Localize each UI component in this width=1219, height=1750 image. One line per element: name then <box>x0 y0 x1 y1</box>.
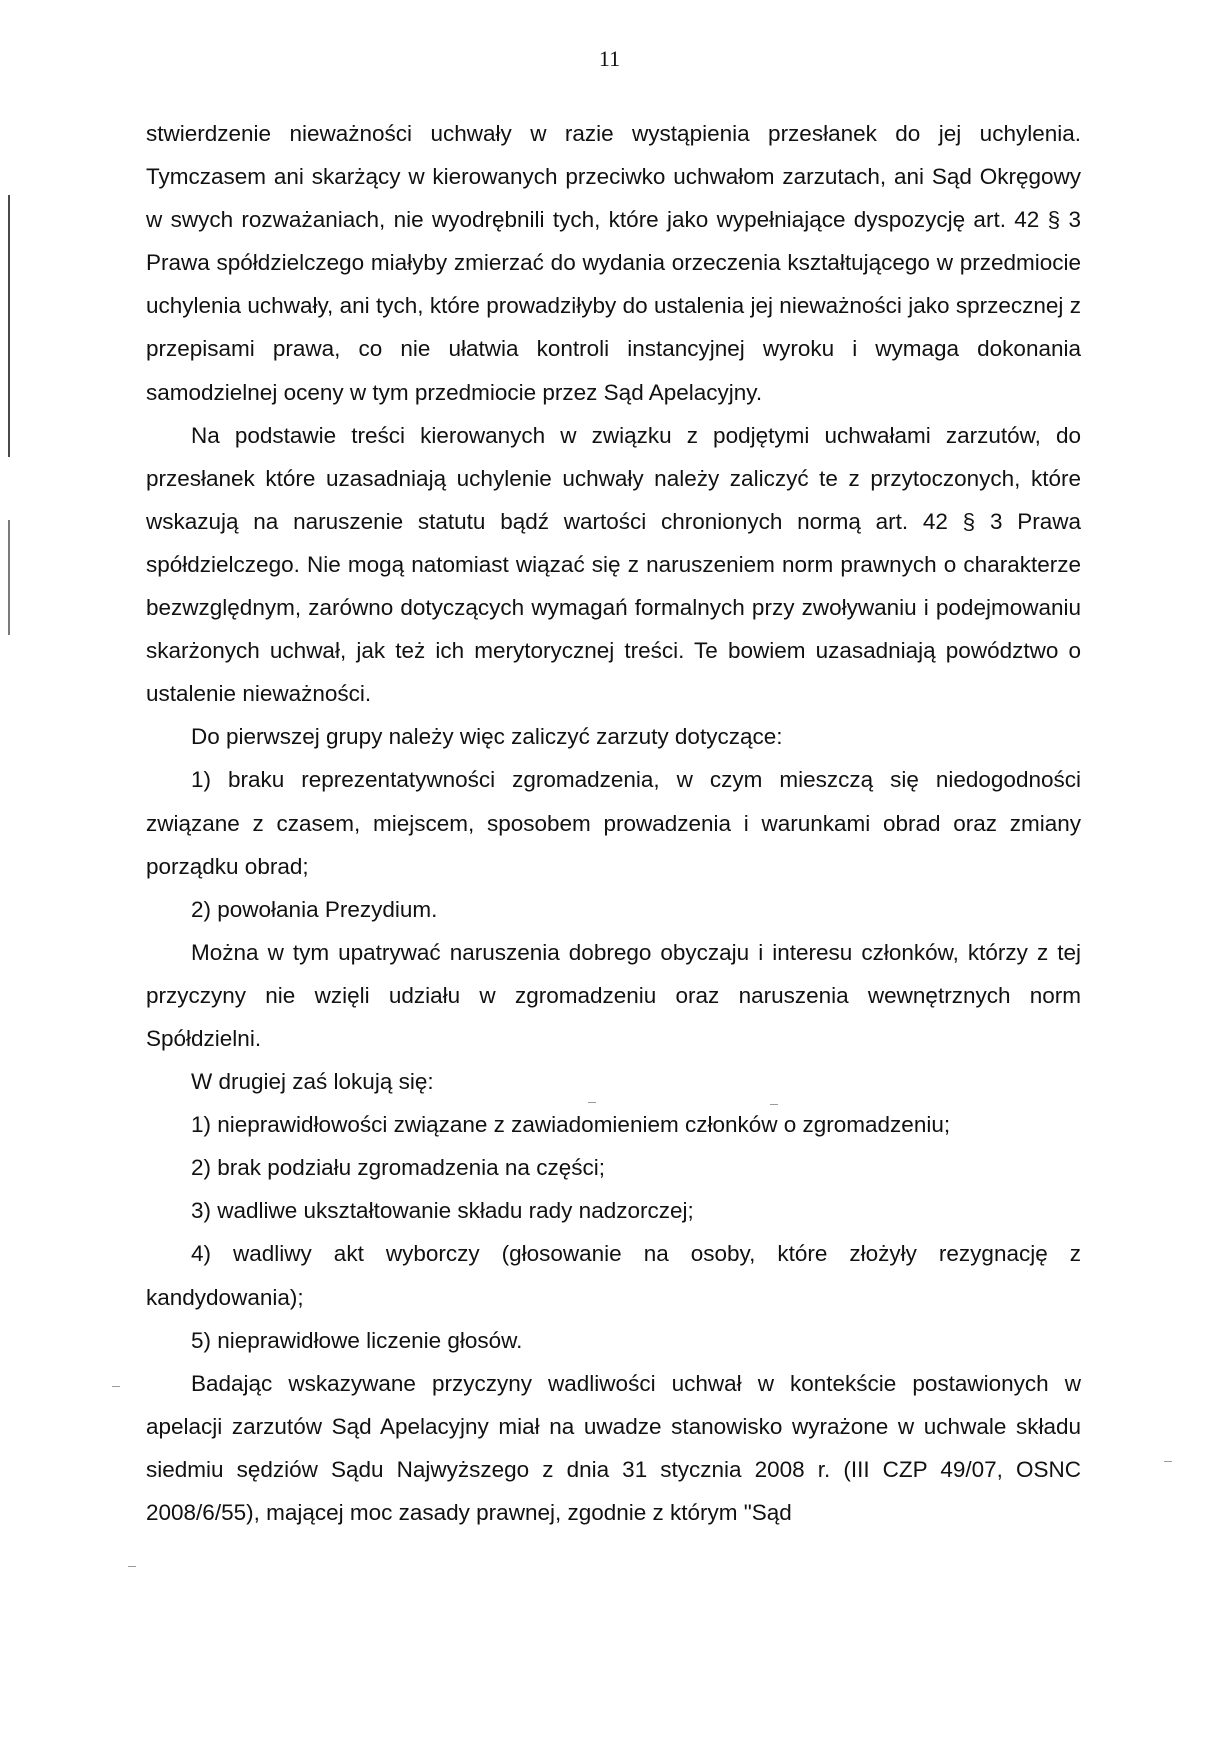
paragraph: Można w tym upatrywać naruszenia dobrego obyczaju i interesu członków, którzy z tej przyczyny nie wzięli udziału w zgromadzeniu oraz naruszenia wewnętrznych norm Spółdzielni. <box>146 939 1081 1051</box>
scan-speck <box>1164 1461 1172 1462</box>
list-item: 5) nieprawidłowe liczenie głosów. <box>191 1327 523 1353</box>
list-item: 2) powołania Prezydium. <box>191 896 438 922</box>
page-number: 11 <box>598 46 621 71</box>
list-item: 1) braku reprezentatywności zgromadzenia, w czym mieszczą się niedogodności związane z czasem, miejscem, sposobem prowadzenia i warunkami obrad oraz zmiany porządku obrad; <box>146 767 1081 879</box>
list-item: 2) brak podziału zgromadzenia na części; <box>191 1155 605 1181</box>
paragraph: Badając wskazywane przyczyny wadliwości uchwał w kontekście postawionych w apelacji zarzutów Sąd Apelacyjny miał na uwadze stanowisko wyrażone w uchwale składu siedmiu sędziów Sądu Najwyższego z dnia 31 stycznia 2008 r. (III CZP 49/07, OSNC 2008/6/55), mającej moc zasady prawnej, zgodnie z którym "Sąd <box>146 1370 1081 1525</box>
list-item: 1) nieprawidłowości związane z zawiadomieniem członków o zgromadzeniu; <box>191 1112 951 1138</box>
scan-speck <box>128 1566 136 1567</box>
paragraph: Na podstawie treści kierowanych w związku z podjętymi uchwałami zarzutów, do przesłanek które uzasadniają uchylenie uchwały należy zaliczyć te z przytoczonych, które wskazują na naruszenie statutu bądź wartości chronionych normą art. 42 § 3 Prawa spółdzielczego. Nie mogą natomiast wiązać się z naruszeniem norm prawnych o charakterze bezwzględnym, zarówno dotyczących wymagań formalnych przy zwoływaniu i podejmowaniu skarżonych uchwał, jak też ich merytorycznej treści. Te bowiem uzasadniają powództwo o ustalenie nieważności. <box>146 422 1081 707</box>
paragraph: W drugiej zaś lokują się: <box>191 1069 434 1095</box>
document-body <box>146 112 1081 1534</box>
scan-edge-mark <box>8 520 10 635</box>
scan-speck <box>112 1386 120 1387</box>
scan-edge-mark <box>8 195 10 457</box>
list-item: 3) wadliwe ukształtowanie składu rady nadzorczej; <box>191 1198 694 1224</box>
paragraph: stwierdzenie nieważności uchwały w razie wystąpienia przesłanek do jej uchylenia. Tymczasem ani skarżący w kierowanych przeciwko uchwałom zarzutach, ani Sąd Okręgowy w swych rozważaniach, nie wyodrębnili tych, które jako wypełniające dyspozycję art. 42 § 3 Prawa spółdzielczego miałyby zmierzać do wydania orzeczenia kształtującego w przedmiocie uchylenia uchwały, ani tych, które prowadziłyby do ustalenia jej nieważności jako sprzecznej z przepisami prawa, co nie ułatwia kontroli instancyjnej wyroku i wymaga dokonania samodzielnej oceny w tym przedmiocie przez Sąd Apelacyjny. <box>146 121 1081 405</box>
list-item: 4) wadliwy akt wyborczy (głosowanie na osoby, które złożyły rezygnację z kandydowania); <box>146 1241 1081 1310</box>
paragraph: Do pierwszej grupy należy więc zaliczyć zarzuty dotyczące: <box>191 724 783 750</box>
